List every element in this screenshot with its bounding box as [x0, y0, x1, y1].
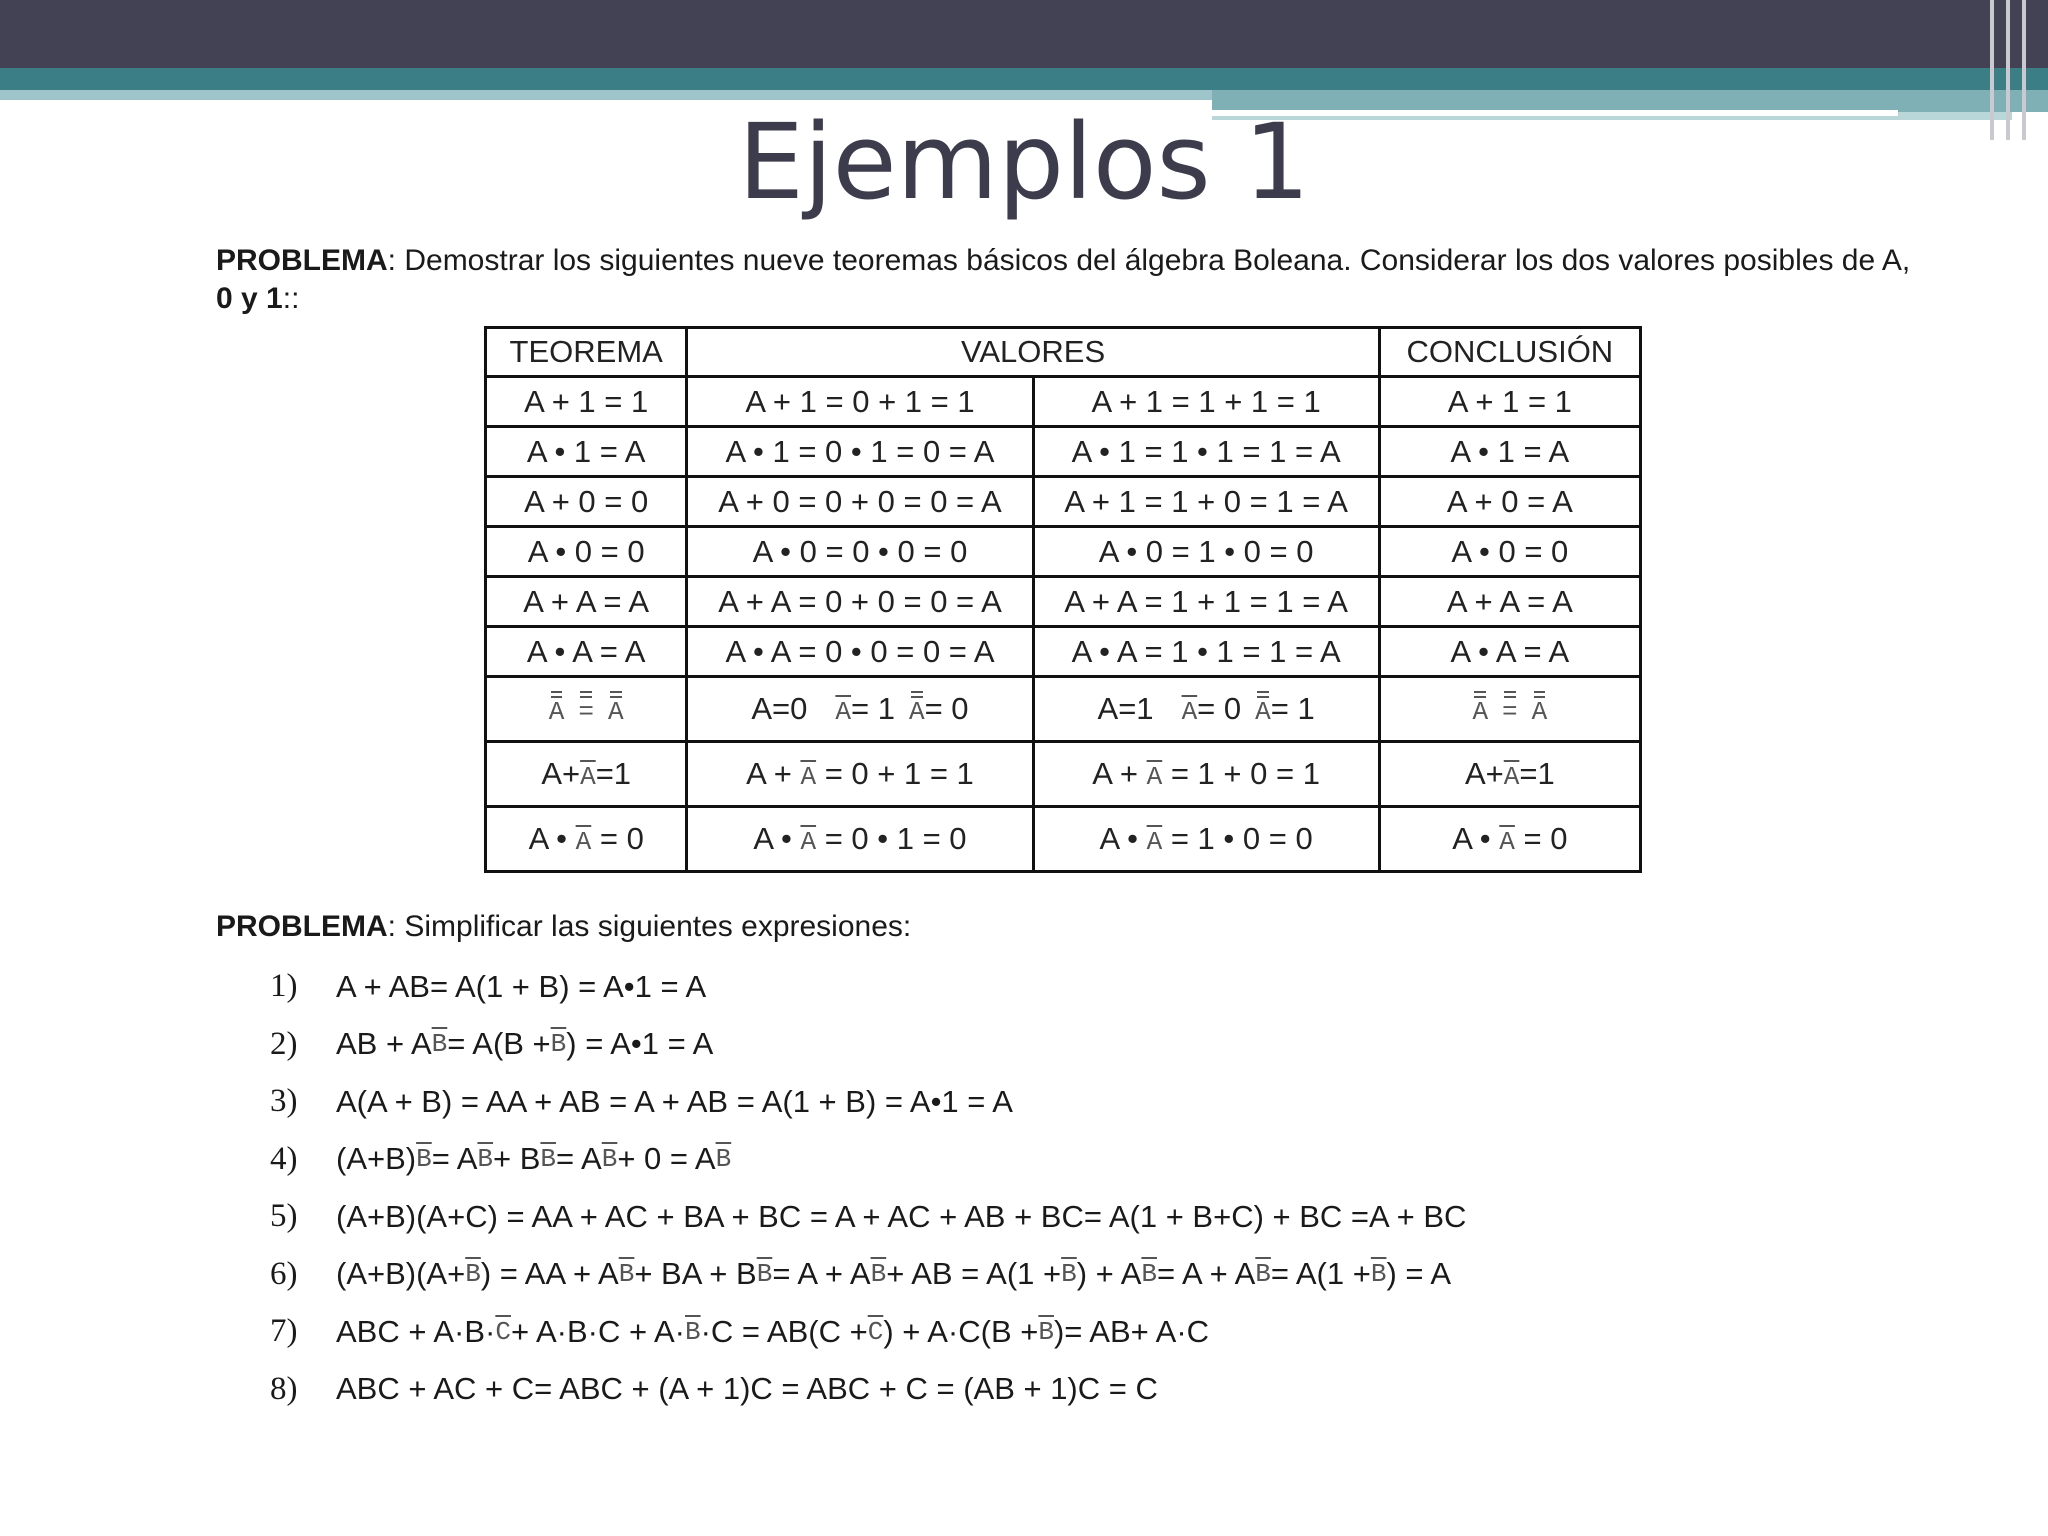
table-cell: A • 1 = 1 • 1 = 1 = A: [1033, 427, 1379, 477]
problem-text: : Simplificar las siguientes expresiones:: [387, 910, 912, 943]
value-zero: 0: [216, 282, 233, 315]
expression-item: [270, 1073, 1466, 1131]
table-cell: A • A = 1 • 1 = 1 = A: [1033, 627, 1379, 677]
table-cell: A=1 $\overline{A}= 0$ A= 1: [1033, 677, 1379, 742]
header-values: VALORES: [687, 328, 1379, 377]
conjunction: y: [232, 282, 267, 315]
table-cell: A + 0 = 0: [486, 477, 687, 527]
table-row: [486, 377, 1641, 427]
header-bar-teal: [0, 68, 2048, 90]
table-cell: A • $\overline{A} = 1$ • 0 = 0: [1033, 807, 1379, 872]
problem-label: PROBLEMA: [216, 910, 388, 943]
table-cell: A • A = A: [1379, 627, 1640, 677]
table-cell: A + 1 = 1 + 1 = 1: [1033, 377, 1379, 427]
expressions-list: [270, 958, 1466, 1418]
table-cell: A + A = 0 + 0 = 0 = A: [687, 577, 1033, 627]
expression-item: [270, 958, 1466, 1016]
expression-text: ABC + AC + C= ABC + (A + 1)C = ABC + C = (AB + 1)C = C: [336, 1371, 1158, 1407]
table-cell: A + 1 = 1: [486, 377, 687, 427]
table-cell: A + 0 = A: [1379, 477, 1640, 527]
table-cell: A • $\overline{A} = 0$: [1379, 807, 1640, 872]
table-cell: A • A = 0 • 0 = 0 = A: [687, 627, 1033, 677]
table-cell: $A+\overline{A}=1$: [486, 742, 687, 807]
table-cell: A=0 $\overline{A}= 1$ A= 0: [687, 677, 1033, 742]
problem-text-end: ::: [282, 282, 300, 315]
expression-item: 2) AB + A $\overline{B}$ = A(B + $\overline{B}$ ) = A•1 = A: [270, 1025, 714, 1062]
expression-text: A + AB= A(1 + B) = A•1 = A: [336, 968, 707, 1004]
header-bar-dark: [0, 0, 2048, 68]
table-cell: A • 0 = 1 • 0 = 0: [1033, 527, 1379, 577]
table-row: [486, 477, 1641, 527]
expression-item: [270, 1361, 1466, 1419]
table-cell: A • 1 = A: [486, 427, 687, 477]
header-theorem: TEOREMA: [486, 328, 687, 377]
table-row: [486, 807, 1641, 872]
header-bar-light: [0, 90, 1212, 100]
expression-text: (A+B)(A+C) = AA + AC + BA + BC = A + AC + AB + BC= A(1 + B+C) + BC =A + BC: [336, 1198, 1467, 1234]
item-number: 4): [270, 1140, 298, 1177]
theorems-table: [484, 326, 1642, 873]
table-cell: A + 0 = 0 + 0 = 0 = A: [687, 477, 1033, 527]
expression-item: [270, 1188, 1466, 1246]
expression-item: 6) (A+B)(A+ $\overline{B}$ ) = AA + A $\overline{B}$ + BA + B $\overline{B}$ = A + A $\overline{B}$ + AB = A(1 + $\overline{B}$ ) + A $\overline{B}$ = A + A $\overline{B}$ = A(1 + $\overline{B}$ ) = A: [270, 1255, 1452, 1292]
expression-item: 4) (A+B) $\overline{B}$ = A $\overline{B}$ + B $\overline{B}$ = A $\overline{B}$ + 0 = A $\overline{B}$: [270, 1140, 732, 1177]
expression-text: A(A + B) = AA + AB = A + AB = A(1 + B) = A•1 = A: [336, 1083, 1013, 1119]
table-cell: A • A = A: [486, 627, 687, 677]
table-cell: A • 0 = 0: [486, 527, 687, 577]
table-cell: A • 0 = 0 • 0 = 0: [687, 527, 1033, 577]
table-cell: A = A: [1379, 677, 1640, 742]
item-number: 5): [270, 1198, 298, 1235]
table-cell: A • 1 = 0 • 1 = 0 = A: [687, 427, 1033, 477]
item-number: 3): [270, 1083, 298, 1120]
table-row: [486, 427, 1641, 477]
table-row: [486, 677, 1641, 742]
table-row: [486, 577, 1641, 627]
table-cell: A + A = 1 + 1 = 1 = A: [1033, 577, 1379, 627]
header-conclusion: CONCLUSIÓN: [1379, 328, 1640, 377]
table-cell: $A+\overline{A}=1$: [1379, 742, 1640, 807]
slide-title: Ejemplos 1: [738, 101, 1310, 223]
problem-statement-2: [216, 908, 1916, 946]
problem-label: PROBLEMA: [216, 244, 388, 277]
table-row: [486, 527, 1641, 577]
table-cell: A • $\overline{A} = 0$: [486, 807, 687, 872]
table-cell: A + 1 = 0 + 1 = 1: [687, 377, 1033, 427]
table-cell: $A + \overline{A} = 1 + 0 = 1$: [1033, 742, 1379, 807]
item-number: 6): [270, 1255, 298, 1292]
table-cell: A = A: [486, 677, 687, 742]
table-cell: A + A = A: [486, 577, 687, 627]
table-cell: A • $\overline{A} = 0$ • 1 = 0: [687, 807, 1033, 872]
table-cell: A + A = A: [1379, 577, 1640, 627]
table-row: [486, 627, 1641, 677]
item-number: 2): [270, 1025, 298, 1062]
expression-item: 7) ABC + A·B· $\overline{C}$ + A·B·C + A· $\overline{B}$ ·C = AB(C + $\overline{C}$ ) + A·C(B + $\overline{B}$ )= AB+ A·C: [270, 1313, 1210, 1350]
problem-statement-1: [216, 242, 1916, 318]
table-cell: A + 1 = 1: [1379, 377, 1640, 427]
table-cell: $A + \overline{A} = 0 + 1 = 1$: [687, 742, 1033, 807]
table-cell: A • 1 = A: [1379, 427, 1640, 477]
problem-text: : Demostrar los siguientes nueve teoremas básicos del álgebra Boleana. Considerar los dos valores posibles de A,: [387, 244, 1911, 277]
table-cell: A • 0 = 0: [1379, 527, 1640, 577]
table-cell: A + 1 = 1 + 0 = 1 = A: [1033, 477, 1379, 527]
item-number: 7): [270, 1313, 298, 1350]
table-header-row: [486, 328, 1641, 377]
table-row: [486, 742, 1641, 807]
value-one: 1: [266, 282, 283, 315]
item-number: 1): [270, 968, 298, 1005]
item-number: 8): [270, 1370, 298, 1407]
